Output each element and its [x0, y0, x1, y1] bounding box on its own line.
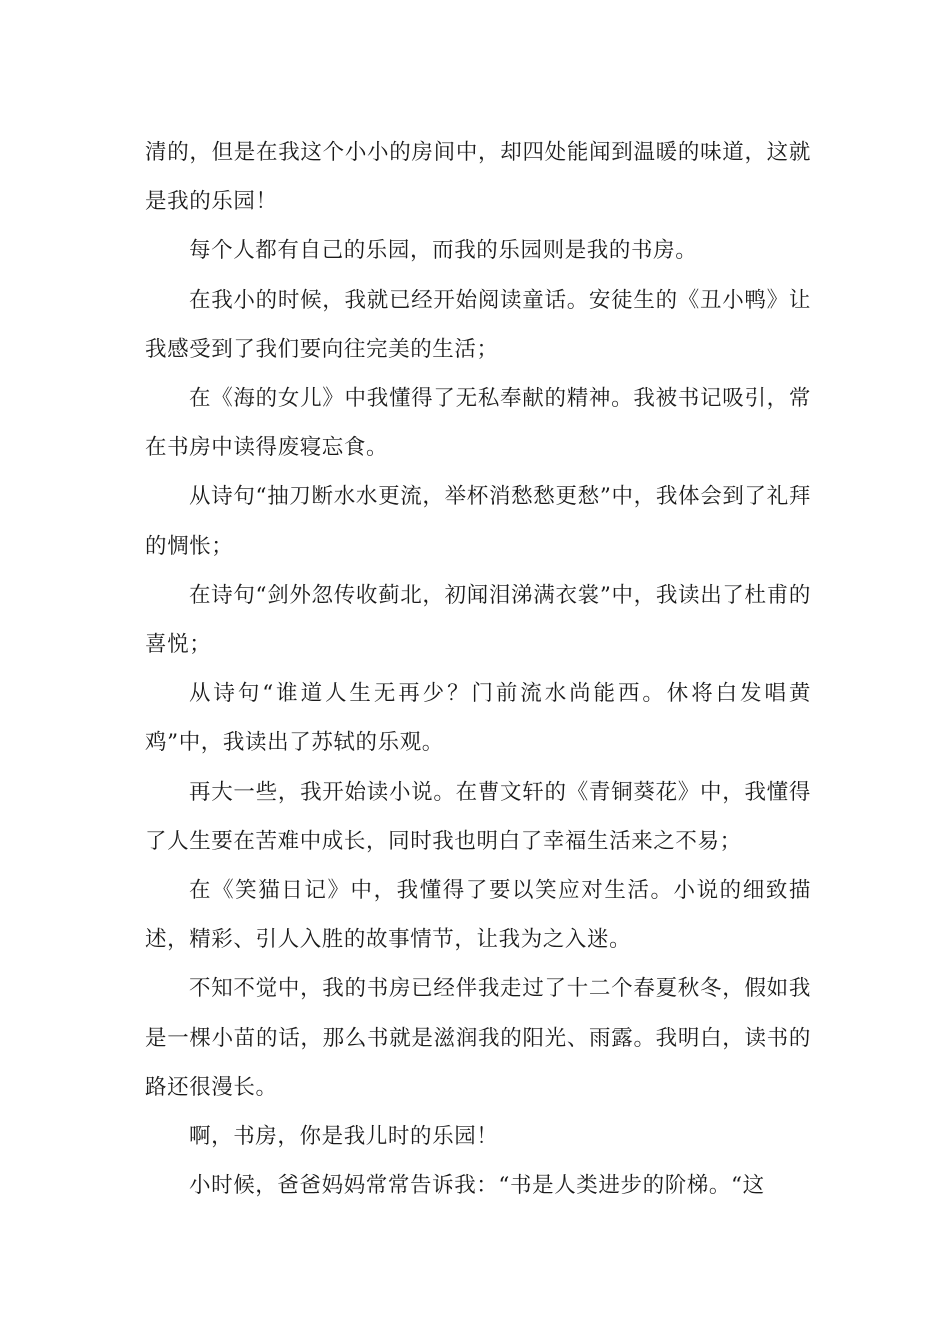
paragraph-7: 从诗句“谁道人生无再少？门前流水尚能西。休将白发唱黄鸡”中，我读出了苏轼的乐观。: [145, 681, 811, 756]
paragraph-8: 再大一些，我开始读小说。在曹文轩的《青铜葵花》中，我懂得了人生要在苦难中成长，同时我也明白了幸福生活来之不易；: [145, 779, 811, 854]
paragraph-9: 在《笑猫日记》中，我懂得了要以笑应对生活。小说的细致描述，精彩、引人入胜的故事情节，让我为之入迷。: [145, 878, 811, 953]
paragraph-6: 在诗句“剑外忽传收蓟北，初闻泪涕满衣裳”中，我读出了杜甫的喜悦；: [145, 582, 811, 658]
paragraph-11: 啊，书房，你是我儿时的乐园！: [189, 1124, 499, 1150]
paragraph-5: 从诗句“抽刀断水水更流，举杯消愁愁更愁”中，我体会到了礼拜的惆怅；: [145, 484, 811, 559]
paragraph-10: 不知不觉中，我的书房已经伴我走过了十二个春夏秋冬，假如我是一棵小苗的话，那么书就是滋润我的阳光、雨露。我明白，读书的路还很漫长。: [145, 976, 811, 1100]
paragraph-1: 清的，但是在我这个小小的房间中，却四处能闻到温暖的味道，这就是我的乐园！: [145, 140, 811, 215]
body-text: [145, 128, 811, 1210]
paragraph-4: 在《海的女儿》中我懂得了无私奉献的精神。我被书记吸引，常在书房中读得废寝忘食。: [145, 386, 811, 461]
paragraph-2: 每个人都有自己的乐园，而我的乐园则是我的书房。: [189, 238, 698, 264]
paragraph-3: 在我小的时候，我就已经开始阅读童话。安徒生的《丑小鸭》让我感受到了我们要向往完美的生活；: [145, 287, 811, 362]
paragraph-12: 小时候，爸爸妈妈常常告诉我：“书是人类进步的阶梯。“这: [189, 1173, 765, 1199]
